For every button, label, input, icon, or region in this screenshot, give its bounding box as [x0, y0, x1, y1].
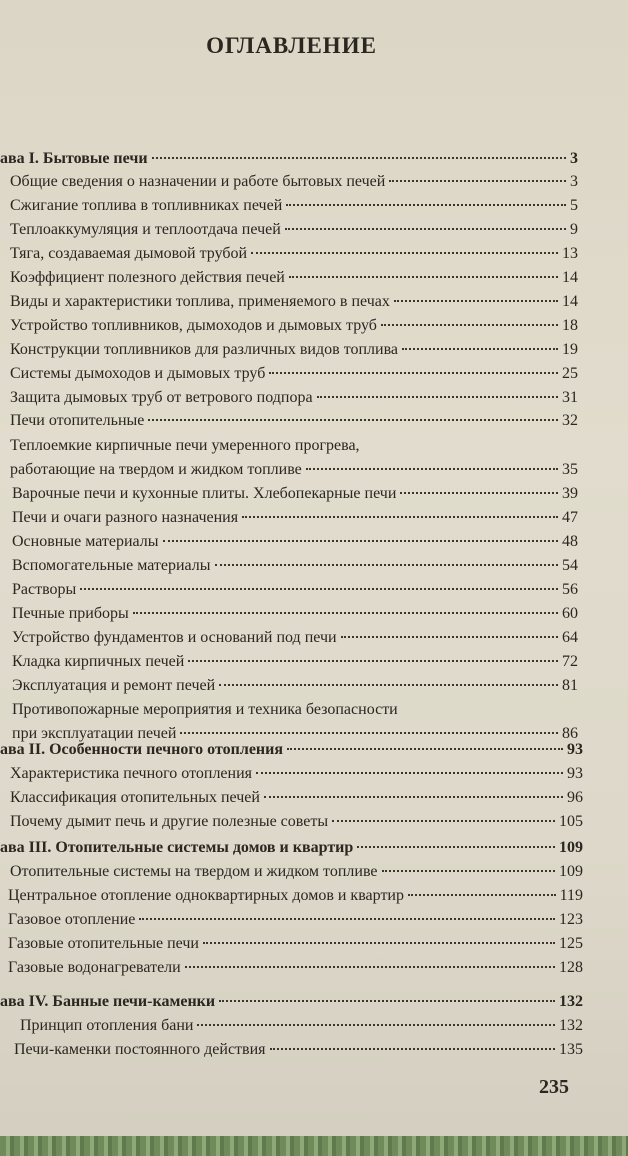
toc-entry-title: Печи отопительные: [10, 412, 145, 429]
toc-page-number: 93: [567, 741, 583, 758]
toc-page-number: 18: [562, 317, 578, 334]
toc-section-row: [10, 173, 578, 197]
toc-section-row: [10, 461, 578, 485]
toc-page-number: 3: [570, 173, 578, 190]
dot-leader: [139, 918, 555, 920]
dot-leader: [341, 636, 558, 638]
toc-section-row: [10, 221, 578, 245]
toc-section-row: [10, 437, 578, 461]
dot-leader: [382, 870, 555, 872]
toc-entry-title: Конструкции топливников для различных видов топлива: [10, 341, 399, 358]
toc-section-row: [10, 269, 578, 293]
toc-entry-title: Газовые водонагреватели: [8, 959, 181, 976]
toc-page-number: 13: [562, 245, 578, 262]
toc-entry-title: Вспомогательные материалы: [12, 557, 211, 574]
toc-section-row: [8, 911, 583, 935]
dot-leader: [203, 942, 555, 944]
dot-leader: [264, 796, 563, 798]
toc-page-number: 39: [562, 485, 578, 502]
toc-section-row: [10, 863, 583, 887]
dot-leader: [152, 157, 566, 159]
toc-page-number: 128: [559, 959, 583, 976]
toc-section-row: [12, 557, 578, 581]
toc-section-row: [10, 412, 578, 436]
toc-section-row: [12, 653, 578, 677]
toc-entry-title: Печные приборы: [12, 605, 129, 622]
dot-leader: [197, 1024, 555, 1026]
toc-entry-title: Системы дымоходов и дымовых труб: [10, 365, 266, 382]
toc-entry-title: Почему дымит печь и другие полезные советы: [10, 813, 329, 830]
toc-entry-title: Виды и характеристики топлива, применяемого в печах: [10, 293, 390, 310]
toc-page-number: 9: [570, 221, 578, 238]
toc-page-number: 56: [562, 581, 578, 598]
dot-leader: [256, 772, 563, 774]
dot-leader: [269, 372, 558, 374]
dot-leader: [219, 684, 558, 686]
toc-section-row: [10, 765, 583, 789]
toc-page-number: 119: [559, 887, 583, 904]
toc-entry-title: Теплоаккумуляция и теплоотдача печей: [10, 221, 281, 238]
toc-entry-title: ава III. Отопительные системы домов и квартир: [0, 839, 354, 856]
toc-section-row: [12, 629, 578, 653]
background-fabric: [0, 1136, 628, 1156]
dot-leader: [242, 516, 558, 518]
toc-section-row: [14, 1041, 583, 1065]
dot-leader: [332, 820, 555, 822]
toc-section-row: [10, 789, 583, 813]
dot-leader: [289, 276, 558, 278]
toc-entry-title: Классификация отопительных печей: [10, 789, 260, 806]
dot-leader: [381, 324, 558, 326]
toc-page-number: 96: [567, 789, 583, 806]
dot-leader: [215, 564, 558, 566]
toc-page-number: 132: [559, 1017, 583, 1034]
toc-entry-title: Характеристика печного отопления: [10, 765, 253, 782]
toc-section-row: [10, 341, 578, 365]
toc-page-number: 5: [570, 197, 578, 214]
toc-page-number: 125: [559, 935, 583, 952]
toc-page-number: 123: [559, 911, 583, 928]
toc-page-number: 109: [559, 863, 583, 880]
toc-section-row: [12, 485, 578, 509]
toc-page-number: 31: [562, 389, 578, 406]
toc-section-row: [8, 959, 583, 983]
toc-entry-title: Печи-каменки постоянного действия: [14, 1041, 266, 1058]
toc-entry-title: Растворы: [12, 581, 77, 598]
toc-entry-title: Основные материалы: [12, 533, 159, 550]
toc-section-row: [10, 293, 578, 317]
toc-page-number: 60: [562, 605, 578, 622]
dot-leader: [317, 396, 558, 398]
dot-leader: [80, 588, 558, 590]
toc-page-number: 54: [562, 557, 578, 574]
toc-entry-title: Устройство фундаментов и оснований под печи: [12, 629, 337, 646]
toc-page-number: 3: [570, 150, 578, 167]
toc-entry-title: Газовое отопление: [8, 911, 136, 928]
toc-page-number: 132: [559, 993, 583, 1010]
toc-section-row: [12, 533, 578, 557]
toc-page-number: 47: [562, 509, 578, 526]
toc-entry-title: Печи и очаги разного назначения: [12, 509, 239, 526]
toc-section-row: [10, 317, 578, 341]
toc-section-row: [12, 581, 578, 605]
toc-entry-title: ава II. Особенности печного отопления: [0, 741, 284, 758]
toc-entry-title: ава IV. Банные печи-каменки: [0, 993, 216, 1010]
dot-leader: [400, 492, 558, 494]
toc-chapter-row: [0, 150, 578, 174]
toc-page-number: 135: [559, 1041, 583, 1058]
toc-entry-title: Защита дымовых труб от ветрового подпора: [10, 389, 313, 406]
toc-page-number: 25: [562, 365, 578, 382]
page-title: ОГЛАВЛЕНИЕ: [206, 33, 377, 58]
toc-entry-title: при эксплуатации печей: [12, 725, 177, 742]
toc-section-row: [10, 197, 578, 221]
toc-entry-title: Противопожарные мероприятия и техника безопасности: [12, 701, 398, 718]
toc-entry-title: Отопительные системы на твердом и жидком топливе: [10, 863, 378, 880]
toc-section-row: [12, 605, 578, 629]
dot-leader: [219, 1000, 555, 1002]
toc-entry-title: Центральное отопление одноквартирных домов и квартир: [8, 887, 404, 904]
toc-page-number: 109: [559, 839, 583, 856]
toc-page-number: 86: [562, 725, 578, 742]
dot-leader: [357, 846, 555, 848]
dot-leader: [287, 748, 563, 750]
toc-entry-title: Кладка кирпичных печей: [12, 653, 185, 670]
dot-leader: [148, 419, 558, 421]
toc-section-row: [10, 389, 578, 413]
toc-entry-title: Общие сведения о назначении и работе бытовых печей: [10, 173, 386, 190]
toc-page-number: 93: [567, 765, 583, 782]
toc-page-number: 48: [562, 533, 578, 550]
toc-page-number: 14: [562, 269, 578, 286]
toc-chapter-row: [0, 741, 583, 765]
toc-entry-title: Эксплуатация и ремонт печей: [12, 677, 216, 694]
dot-leader: [133, 612, 558, 614]
dot-leader: [402, 348, 558, 350]
toc-section-row: [12, 677, 578, 701]
dot-leader: [408, 894, 556, 896]
dot-leader: [394, 300, 558, 302]
toc-section-row: [10, 813, 583, 837]
toc-entry-title: ава I. Бытовые печи: [0, 150, 148, 167]
dot-leader: [306, 468, 558, 470]
toc-section-row: [10, 365, 578, 389]
dot-leader: [185, 966, 555, 968]
toc-page-number: 32: [562, 412, 578, 429]
dot-leader: [270, 1048, 555, 1050]
toc-entry-title: Варочные печи и кухонные плиты. Хлебопекарные печи: [12, 485, 397, 502]
toc-entry-title: Тяга, создаваемая дымовой трубой: [10, 245, 248, 262]
toc-section-row: [20, 1017, 583, 1041]
toc-entry-title: Устройство топливников, дымоходов и дымовых труб: [10, 317, 377, 334]
toc-chapter-row: [0, 993, 583, 1017]
toc-page-number: 105: [559, 813, 583, 830]
dot-leader: [163, 540, 558, 542]
toc-entry-title: Теплоемкие кирпичные печи умеренного прогрева,: [10, 437, 360, 454]
dot-leader: [251, 252, 558, 254]
toc-page-number: 72: [562, 653, 578, 670]
toc-entry-title: Сжигание топлива в топливниках печей: [10, 197, 283, 214]
dot-leader: [188, 660, 558, 662]
toc-section-row: [10, 245, 578, 269]
toc-section-row: [12, 509, 578, 533]
toc-section-row: [12, 701, 578, 725]
toc-section-row: [8, 887, 583, 911]
toc-page-number: 64: [562, 629, 578, 646]
toc-page-number: 19: [562, 341, 578, 358]
toc-entry-title: Принцип отопления бани: [20, 1017, 194, 1034]
dot-leader: [180, 732, 558, 734]
dot-leader: [286, 204, 566, 206]
toc-page-number: 14: [562, 293, 578, 310]
dot-leader: [285, 228, 566, 230]
toc-page-number: 81: [562, 677, 578, 694]
page-number: 235: [539, 1076, 569, 1098]
toc-entry-title: Коэффициент полезного действия печей: [10, 269, 285, 286]
toc-page-number: 35: [562, 461, 578, 478]
toc-chapter-row: [0, 839, 583, 863]
toc-entry-title: Газовые отопительные печи: [8, 935, 199, 952]
dot-leader: [389, 180, 566, 182]
toc-section-row: [8, 935, 583, 959]
toc-entry-title: работающие на твердом и жидком топливе: [10, 461, 302, 478]
